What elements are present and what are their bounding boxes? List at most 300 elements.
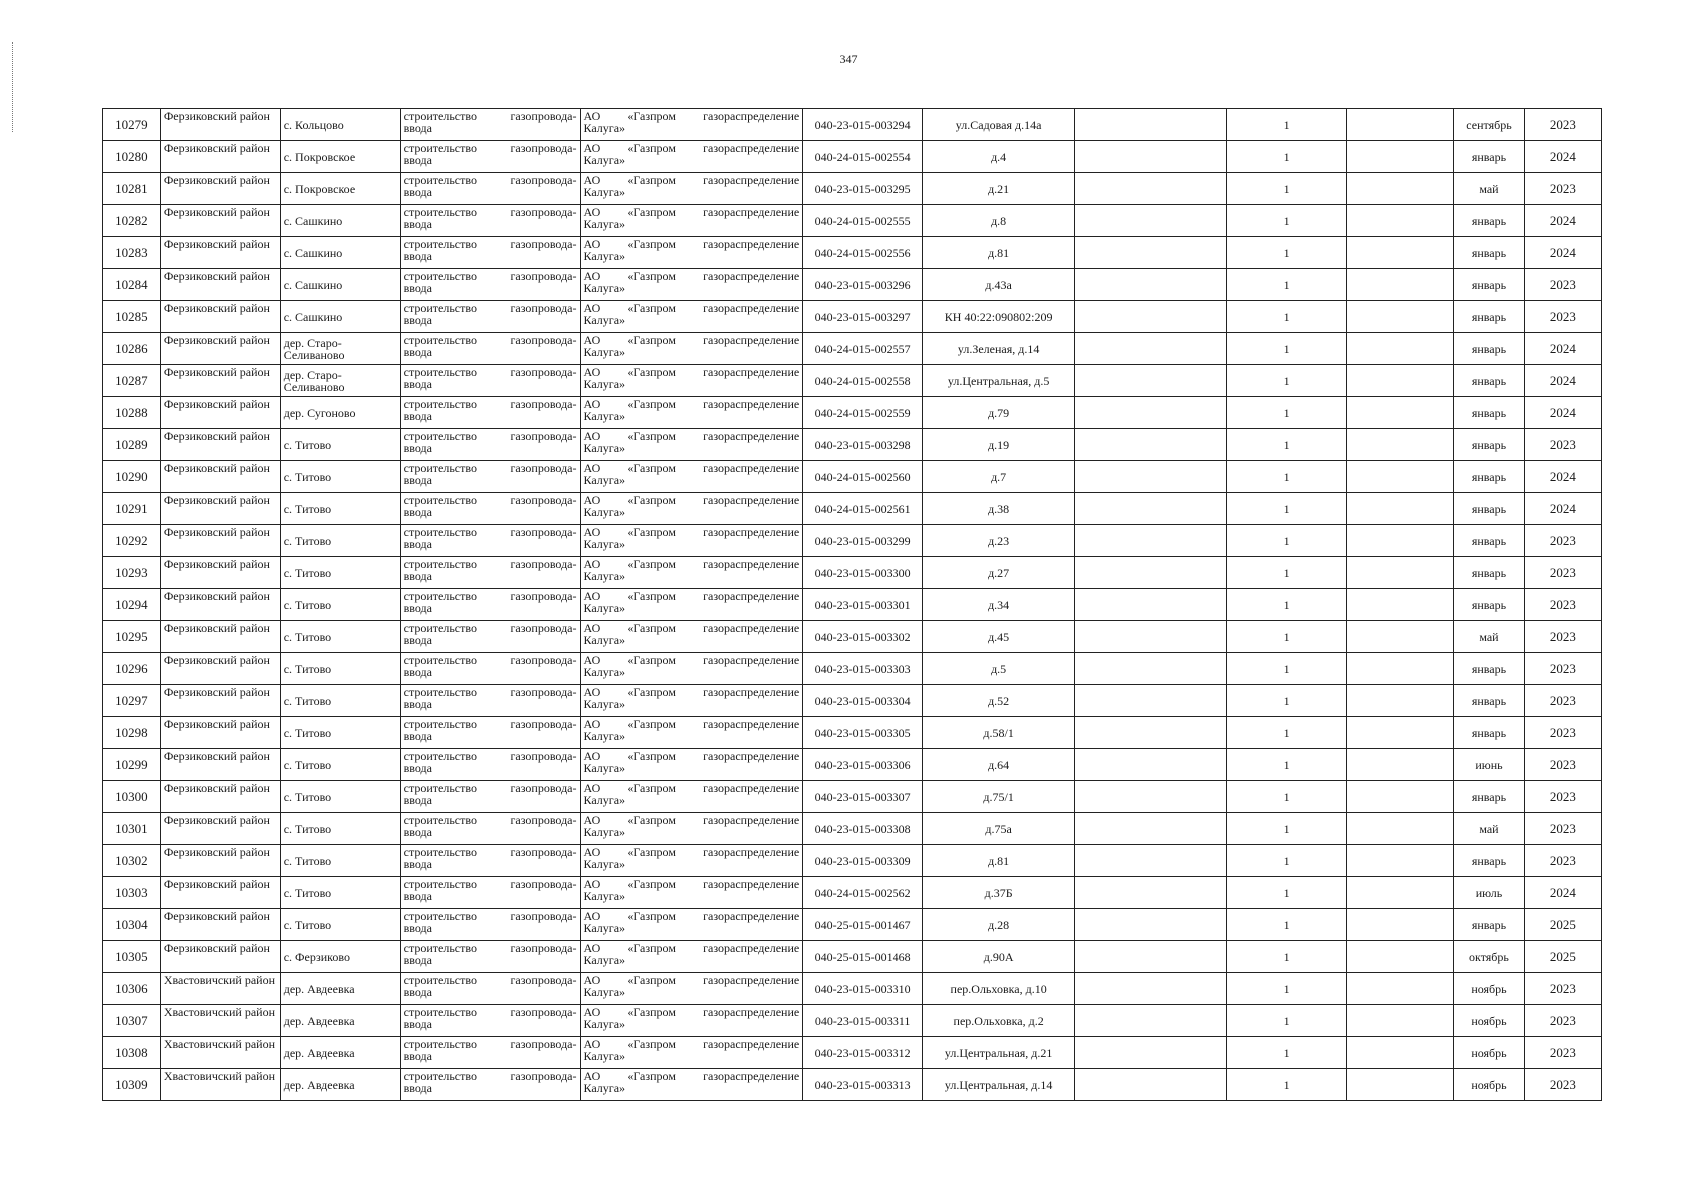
row-number: 10279: [103, 109, 161, 141]
organization-word-4: Калуга»: [583, 889, 626, 903]
table-row: [103, 589, 1602, 621]
year-cell: 2023: [1524, 749, 1601, 781]
work-type-word-3: ввода: [403, 377, 432, 391]
empty-cell: [1075, 269, 1227, 301]
address-cell: д.79: [923, 397, 1075, 429]
organization-word-2: «Газпром: [627, 301, 676, 315]
count-cell: 1: [1227, 365, 1347, 397]
empty-cell: [1347, 525, 1454, 557]
organization-word-1: АО: [583, 877, 601, 891]
work-type-word-1: строительство: [403, 173, 477, 187]
work-type-word-1: строительство: [403, 973, 477, 987]
count-cell: 1: [1227, 845, 1347, 877]
organization-word-4: Калуга»: [583, 313, 626, 327]
address-cell: д.75а: [923, 813, 1075, 845]
organization-word-4: Калуга»: [583, 1017, 626, 1031]
settlement-cell: с. Титово: [280, 653, 400, 685]
empty-cell: [1347, 781, 1454, 813]
address-cell: ул.Зеленая, д.14: [923, 333, 1075, 365]
organization-word-1: АО: [583, 237, 601, 251]
work-type-word-1: строительство: [403, 1037, 477, 1051]
code-cell: 040-23-015-003308: [803, 813, 923, 845]
row-number: 10295: [103, 621, 161, 653]
empty-cell: [1075, 653, 1227, 685]
row-number: 10298: [103, 717, 161, 749]
organization-word-1: АО: [583, 1005, 601, 1019]
organization-word-3: газораспределение: [703, 269, 800, 283]
organization-word-2: «Газпром: [627, 909, 676, 923]
empty-cell: [1347, 685, 1454, 717]
month-cell: январь: [1454, 205, 1525, 237]
organization-word-3: газораспределение: [703, 845, 800, 859]
district-cell: Ферзиковский район: [160, 301, 280, 333]
count-cell: 1: [1227, 877, 1347, 909]
count-cell: 1: [1227, 589, 1347, 621]
year-cell: 2023: [1524, 429, 1601, 461]
empty-cell: [1347, 429, 1454, 461]
code-cell: 040-23-015-003298: [803, 429, 923, 461]
empty-cell: [1347, 493, 1454, 525]
organization-word-2: «Газпром: [627, 333, 676, 347]
organization-word-4: Калуга»: [583, 761, 626, 775]
address-cell: д.7: [923, 461, 1075, 493]
address-cell: д.28: [923, 909, 1075, 941]
organization-word-1: АО: [583, 973, 601, 987]
organization-word-4: Калуга»: [583, 217, 626, 231]
count-cell: 1: [1227, 621, 1347, 653]
month-cell: январь: [1454, 589, 1525, 621]
work-type-word-2: газопровода-: [510, 717, 577, 731]
organization-cell: [580, 1005, 803, 1037]
organization-word-2: «Газпром: [627, 173, 676, 187]
empty-cell: [1347, 1005, 1454, 1037]
table-row: [103, 461, 1602, 493]
address-cell: ул.Центральная, д.14: [923, 1069, 1075, 1101]
table-row: [103, 845, 1602, 877]
row-number: 10285: [103, 301, 161, 333]
year-cell: 2024: [1524, 365, 1601, 397]
empty-cell: [1075, 1069, 1227, 1101]
year-cell: 2024: [1524, 493, 1601, 525]
organization-word-3: газораспределение: [703, 1069, 800, 1083]
work-type-cell: [400, 717, 580, 749]
table-row: [103, 909, 1602, 941]
organization-cell: [580, 877, 803, 909]
settlement-cell: с. Титово: [280, 781, 400, 813]
work-type-cell: [400, 205, 580, 237]
organization-word-4: Калуга»: [583, 537, 626, 551]
organization-word-4: Калуга»: [583, 857, 626, 871]
address-cell: д.45: [923, 621, 1075, 653]
work-type-cell: [400, 877, 580, 909]
work-type-word-3: ввода: [403, 409, 432, 423]
code-cell: 040-23-015-003305: [803, 717, 923, 749]
table-row: [103, 429, 1602, 461]
work-type-word-1: строительство: [403, 653, 477, 667]
count-cell: 1: [1227, 781, 1347, 813]
month-cell: сентябрь: [1454, 109, 1525, 141]
month-cell: май: [1454, 813, 1525, 845]
organization-word-3: газораспределение: [703, 973, 800, 987]
district-cell: Ферзиковский район: [160, 205, 280, 237]
settlement-cell: с. Титово: [280, 877, 400, 909]
work-type-word-2: газопровода-: [510, 909, 577, 923]
address-cell: д.81: [923, 845, 1075, 877]
work-type-word-1: строительство: [403, 749, 477, 763]
empty-cell: [1347, 461, 1454, 493]
work-type-cell: [400, 141, 580, 173]
organization-cell: [580, 429, 803, 461]
work-type-word-3: ввода: [403, 569, 432, 583]
page-number: 347: [839, 52, 858, 66]
work-type-word-1: строительство: [403, 909, 477, 923]
empty-cell: [1075, 493, 1227, 525]
organization-word-1: АО: [583, 781, 601, 795]
work-type-word-3: ввода: [403, 633, 432, 647]
organization-word-1: АО: [583, 813, 601, 827]
organization-word-3: газораспределение: [703, 589, 800, 603]
district-cell: Ферзиковский район: [160, 109, 280, 141]
empty-cell: [1347, 941, 1454, 973]
settlement-cell: с. Покровское: [280, 141, 400, 173]
work-type-word-3: ввода: [403, 857, 432, 871]
district-cell: Ферзиковский район: [160, 269, 280, 301]
year-cell: 2023: [1524, 1069, 1601, 1101]
settlement-cell: дер. Авдеевка: [280, 973, 400, 1005]
work-type-cell: [400, 1069, 580, 1101]
count-cell: 1: [1227, 1037, 1347, 1069]
organization-word-2: «Газпром: [627, 1037, 676, 1051]
code-cell: 040-24-015-002555: [803, 205, 923, 237]
month-cell: январь: [1454, 461, 1525, 493]
code-cell: 040-23-015-003311: [803, 1005, 923, 1037]
organization-word-3: газораспределение: [703, 205, 800, 219]
organization-word-2: «Газпром: [627, 557, 676, 571]
work-type-word-3: ввода: [403, 505, 432, 519]
organization-word-4: Калуга»: [583, 441, 626, 455]
organization-cell: [580, 717, 803, 749]
work-type-word-3: ввода: [403, 601, 432, 615]
empty-cell: [1075, 781, 1227, 813]
address-cell: д.38: [923, 493, 1075, 525]
district-cell: Ферзиковский район: [160, 397, 280, 429]
organization-word-1: АО: [583, 461, 601, 475]
address-cell: д.75/1: [923, 781, 1075, 813]
count-cell: 1: [1227, 461, 1347, 493]
organization-cell: [580, 557, 803, 589]
work-type-word-3: ввода: [403, 953, 432, 967]
organization-word-4: Калуга»: [583, 153, 626, 167]
month-cell: январь: [1454, 845, 1525, 877]
district-cell: Ферзиковский район: [160, 653, 280, 685]
organization-word-3: газораспределение: [703, 397, 800, 411]
district-cell: Ферзиковский район: [160, 429, 280, 461]
code-cell: 040-23-015-003313: [803, 1069, 923, 1101]
organization-cell: [580, 781, 803, 813]
work-type-cell: [400, 749, 580, 781]
organization-word-3: газораспределение: [703, 109, 800, 123]
row-number: 10289: [103, 429, 161, 461]
settlement-cell: с. Титово: [280, 429, 400, 461]
organization-word-3: газораспределение: [703, 333, 800, 347]
address-cell: д.27: [923, 557, 1075, 589]
organization-word-1: АО: [583, 653, 601, 667]
organization-cell: [580, 301, 803, 333]
settlement-cell: с. Титово: [280, 813, 400, 845]
organization-word-1: АО: [583, 525, 601, 539]
address-cell: КН 40:22:090802:209: [923, 301, 1075, 333]
work-type-cell: [400, 525, 580, 557]
organization-word-1: АО: [583, 365, 601, 379]
organization-word-3: газораспределение: [703, 909, 800, 923]
month-cell: январь: [1454, 333, 1525, 365]
work-type-cell: [400, 365, 580, 397]
row-number: 10283: [103, 237, 161, 269]
empty-cell: [1347, 365, 1454, 397]
month-cell: январь: [1454, 429, 1525, 461]
code-cell: 040-25-015-001468: [803, 941, 923, 973]
work-type-word-2: газопровода-: [510, 525, 577, 539]
table-row: [103, 685, 1602, 717]
work-type-cell: [400, 557, 580, 589]
address-cell: ул.Центральная, д.5: [923, 365, 1075, 397]
month-cell: ноябрь: [1454, 1069, 1525, 1101]
organization-cell: [580, 493, 803, 525]
count-cell: 1: [1227, 973, 1347, 1005]
count-cell: 1: [1227, 749, 1347, 781]
work-type-word-1: строительство: [403, 1069, 477, 1083]
work-type-word-2: газопровода-: [510, 141, 577, 155]
count-cell: 1: [1227, 1069, 1347, 1101]
empty-cell: [1347, 1037, 1454, 1069]
district-cell: Ферзиковский район: [160, 621, 280, 653]
row-number: 10296: [103, 653, 161, 685]
organization-word-2: «Газпром: [627, 109, 676, 123]
empty-cell: [1075, 333, 1227, 365]
district-cell: Хвастовичский район: [160, 1037, 280, 1069]
empty-cell: [1347, 237, 1454, 269]
organization-word-2: «Газпром: [627, 269, 676, 283]
count-cell: 1: [1227, 909, 1347, 941]
work-type-word-1: строительство: [403, 461, 477, 475]
row-number: 10281: [103, 173, 161, 205]
work-type-cell: [400, 173, 580, 205]
empty-cell: [1347, 269, 1454, 301]
year-cell: 2023: [1524, 845, 1601, 877]
year-cell: 2024: [1524, 461, 1601, 493]
count-cell: 1: [1227, 525, 1347, 557]
organization-cell: [580, 685, 803, 717]
year-cell: 2023: [1524, 173, 1601, 205]
empty-cell: [1347, 813, 1454, 845]
month-cell: январь: [1454, 781, 1525, 813]
table-row: [103, 877, 1602, 909]
work-type-word-2: газопровода-: [510, 557, 577, 571]
organization-word-2: «Газпром: [627, 781, 676, 795]
district-cell: Ферзиковский район: [160, 845, 280, 877]
work-type-cell: [400, 237, 580, 269]
organization-word-1: АО: [583, 845, 601, 859]
table-row: [103, 141, 1602, 173]
code-cell: 040-23-015-003300: [803, 557, 923, 589]
work-type-word-2: газопровода-: [510, 749, 577, 763]
month-cell: январь: [1454, 525, 1525, 557]
empty-cell: [1075, 845, 1227, 877]
organization-word-2: «Газпром: [627, 525, 676, 539]
work-type-word-2: газопровода-: [510, 493, 577, 507]
work-type-word-1: строительство: [403, 365, 477, 379]
table-row: [103, 109, 1602, 141]
row-number: 10306: [103, 973, 161, 1005]
settlement-cell: с. Титово: [280, 525, 400, 557]
organization-cell: [580, 269, 803, 301]
work-type-word-3: ввода: [403, 185, 432, 199]
table-row: [103, 941, 1602, 973]
work-type-cell: [400, 461, 580, 493]
month-cell: октябрь: [1454, 941, 1525, 973]
organization-word-1: АО: [583, 589, 601, 603]
organization-word-4: Калуга»: [583, 1049, 626, 1063]
table-row: [103, 1037, 1602, 1069]
organization-word-4: Калуга»: [583, 345, 626, 359]
organization-word-3: газораспределение: [703, 557, 800, 571]
empty-cell: [1075, 973, 1227, 1005]
district-cell: Ферзиковский район: [160, 333, 280, 365]
organization-word-2: «Газпром: [627, 973, 676, 987]
organization-word-2: «Газпром: [627, 1069, 676, 1083]
count-cell: 1: [1227, 717, 1347, 749]
settlement-cell: с. Ферзиково: [280, 941, 400, 973]
table-row: [103, 653, 1602, 685]
organization-word-2: «Газпром: [627, 1005, 676, 1019]
work-type-cell: [400, 397, 580, 429]
work-type-word-1: строительство: [403, 205, 477, 219]
work-type-word-1: строительство: [403, 333, 477, 347]
work-type-word-2: газопровода-: [510, 781, 577, 795]
month-cell: январь: [1454, 557, 1525, 589]
count-cell: 1: [1227, 813, 1347, 845]
organization-word-3: газораспределение: [703, 493, 800, 507]
organization-word-1: АО: [583, 429, 601, 443]
district-cell: Ферзиковский район: [160, 173, 280, 205]
organization-word-1: АО: [583, 141, 601, 155]
year-cell: 2024: [1524, 333, 1601, 365]
work-type-word-2: газопровода-: [510, 589, 577, 603]
organization-word-4: Калуга»: [583, 505, 626, 519]
work-type-word-3: ввода: [403, 217, 432, 231]
organization-cell: [580, 1069, 803, 1101]
empty-cell: [1347, 909, 1454, 941]
organization-word-4: Калуга»: [583, 121, 626, 135]
work-type-word-2: газопровода-: [510, 685, 577, 699]
empty-cell: [1347, 397, 1454, 429]
table-row: [103, 173, 1602, 205]
year-cell: 2023: [1524, 621, 1601, 653]
empty-cell: [1075, 461, 1227, 493]
code-cell: 040-23-015-003312: [803, 1037, 923, 1069]
address-cell: д.19: [923, 429, 1075, 461]
organization-word-1: АО: [583, 269, 601, 283]
empty-cell: [1075, 877, 1227, 909]
address-cell: д.4: [923, 141, 1075, 173]
empty-cell: [1075, 397, 1227, 429]
empty-cell: [1075, 1005, 1227, 1037]
district-cell: Ферзиковский район: [160, 589, 280, 621]
settlement-cell: с. Сашкино: [280, 301, 400, 333]
work-type-word-2: газопровода-: [510, 365, 577, 379]
empty-cell: [1075, 1037, 1227, 1069]
month-cell: июнь: [1454, 749, 1525, 781]
work-type-cell: [400, 909, 580, 941]
code-cell: 040-23-015-003306: [803, 749, 923, 781]
work-type-word-3: ввода: [403, 121, 432, 135]
work-type-word-3: ввода: [403, 793, 432, 807]
organization-word-1: АО: [583, 333, 601, 347]
month-cell: ноябрь: [1454, 973, 1525, 1005]
code-cell: 040-23-015-003295: [803, 173, 923, 205]
empty-cell: [1347, 1069, 1454, 1101]
work-type-cell: [400, 813, 580, 845]
work-type-word-1: строительство: [403, 557, 477, 571]
count-cell: 1: [1227, 493, 1347, 525]
district-cell: Ферзиковский район: [160, 493, 280, 525]
code-cell: 040-23-015-003297: [803, 301, 923, 333]
organization-word-3: газораспределение: [703, 365, 800, 379]
table-row: [103, 205, 1602, 237]
settlement-cell: дер. Авдеевка: [280, 1005, 400, 1037]
code-cell: 040-23-015-003302: [803, 621, 923, 653]
address-cell: д.8: [923, 205, 1075, 237]
year-cell: 2024: [1524, 205, 1601, 237]
settlement-cell: дер. Авдеевка: [280, 1069, 400, 1101]
address-cell: ул.Центральная, д.21: [923, 1037, 1075, 1069]
code-cell: 040-24-015-002562: [803, 877, 923, 909]
work-type-word-2: газопровода-: [510, 1005, 577, 1019]
month-cell: январь: [1454, 685, 1525, 717]
year-cell: 2023: [1524, 973, 1601, 1005]
year-cell: 2023: [1524, 813, 1601, 845]
district-cell: Ферзиковский район: [160, 781, 280, 813]
work-type-word-2: газопровода-: [510, 269, 577, 283]
month-cell: январь: [1454, 653, 1525, 685]
work-type-word-2: газопровода-: [510, 397, 577, 411]
table-row: [103, 301, 1602, 333]
month-cell: январь: [1454, 237, 1525, 269]
table-row: [103, 813, 1602, 845]
district-cell: Ферзиковский район: [160, 461, 280, 493]
work-type-word-3: ввода: [403, 921, 432, 935]
organization-cell: [580, 909, 803, 941]
code-cell: 040-23-015-003303: [803, 653, 923, 685]
row-number: 10297: [103, 685, 161, 717]
code-cell: 040-25-015-001467: [803, 909, 923, 941]
year-cell: 2023: [1524, 301, 1601, 333]
row-number: 10282: [103, 205, 161, 237]
empty-cell: [1347, 621, 1454, 653]
organization-word-2: «Газпром: [627, 461, 676, 475]
work-type-word-2: газопровода-: [510, 973, 577, 987]
work-type-word-3: ввода: [403, 281, 432, 295]
code-cell: 040-23-015-003301: [803, 589, 923, 621]
count-cell: 1: [1227, 333, 1347, 365]
settlement-cell: дер. Старо-Селиваново: [280, 333, 400, 365]
organization-word-3: газораспределение: [703, 781, 800, 795]
work-type-cell: [400, 781, 580, 813]
organization-word-1: АО: [583, 493, 601, 507]
district-cell: Хвастовичский район: [160, 973, 280, 1005]
count-cell: 1: [1227, 269, 1347, 301]
year-cell: 2023: [1524, 589, 1601, 621]
